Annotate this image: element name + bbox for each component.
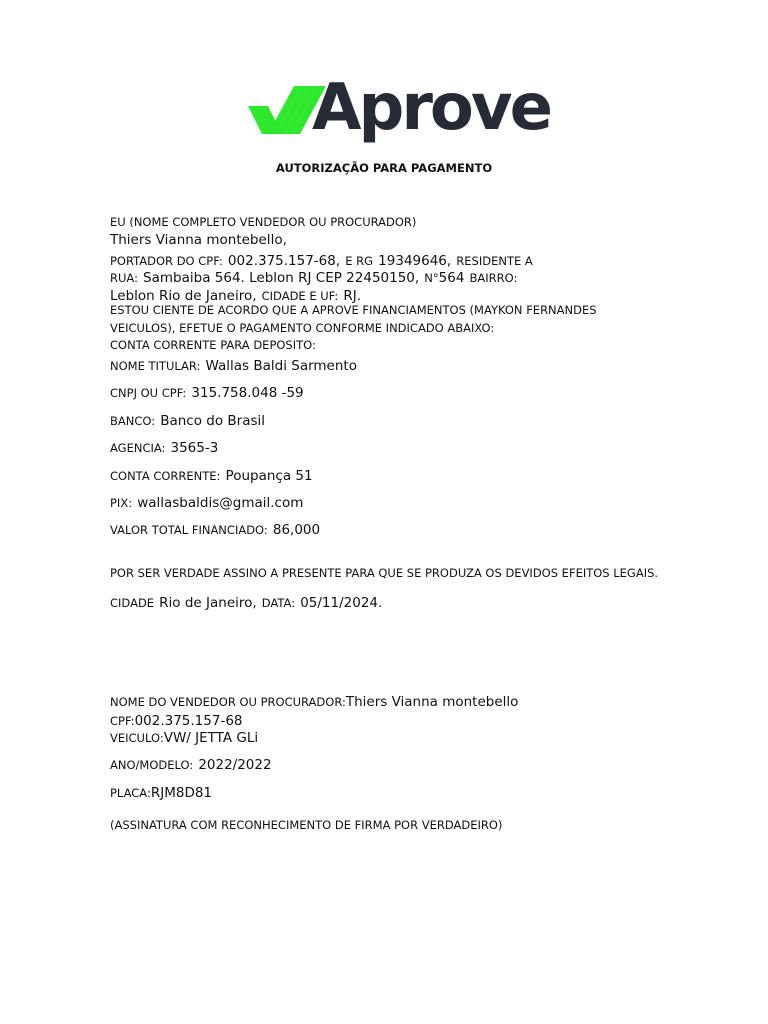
vehicle-label: VEICULO: [110, 731, 164, 745]
residence-label: RESIDENTE A [456, 254, 533, 268]
declarant-street-line [110, 267, 517, 286]
declarant-uf: RJ. [343, 288, 362, 304]
aprove-wordmark: Aprove [312, 71, 550, 145]
declarant-name-label: EU (NOME COMPLETO VENDEDOR OU PROCURADOR) [110, 215, 417, 229]
holder-label: NOME TITULAR: [110, 359, 201, 373]
pix-value: wallasbaldis@gmail.com [137, 495, 304, 511]
account-value: Poupança 51 [225, 468, 313, 484]
cnpj-cpf-label: CNPJ OU CPF: [110, 386, 187, 400]
seller-cpf-value: 002.375.157-68 [134, 713, 243, 729]
signature-note: (ASSINATURA COM RECONHECIMENTO DE FIRMA POR VERDADEIRO) [110, 818, 503, 832]
total-line [110, 519, 320, 538]
pix-label: PIX: [110, 496, 133, 510]
district-label: BAIRRO: [469, 271, 518, 285]
aprove-logo [248, 71, 550, 150]
rg-label: E RG [345, 254, 374, 268]
year-model-line [110, 754, 272, 773]
declarant-street: Sambaiba 564. Leblon RJ CEP 22450150, [143, 270, 420, 286]
place-date-line [110, 592, 382, 611]
declarant-rg: 19349646, [378, 253, 452, 269]
city-uf-label: CIDADE E UF: [261, 289, 339, 303]
bank-line [110, 410, 265, 429]
holder-line [110, 355, 357, 374]
cnpj-cpf-value: 315.758.048 -59 [191, 385, 304, 401]
city-label: CIDADE [110, 596, 155, 610]
cpf-label: PORTADOR DO CPF: [110, 254, 223, 268]
truth-statement: POR SER VERDADE ASSINO A PRESENTE PARA QUE SE PRODUZA OS DEVIDOS EFEITOS LEGAIS. [110, 566, 659, 580]
agency-label: AGENCIA: [110, 441, 166, 455]
plate-label: PLACA: [110, 786, 151, 800]
account-line [110, 465, 313, 484]
declarant-cpf: 002.375.157-68, [227, 253, 341, 269]
seller-cpf-label: CPF: [110, 714, 135, 728]
date-value: 05/11/2024. [300, 595, 383, 611]
document-title: AUTORIZAÇÃO PARA PAGAMENTO [275, 161, 493, 175]
holder-value: Wallas Baldi Sarmento [205, 358, 357, 374]
seller-name-value: Thiers Vianna montebello [345, 694, 519, 710]
declarant-number: 564 [438, 270, 465, 286]
date-label: DATA: [261, 596, 296, 610]
account-label: CONTA CORRENTE: [110, 469, 221, 483]
agency-value: 3565-3 [170, 440, 219, 456]
acknowledgement-line-1: ESTOU CIENTE DE ACORDO QUE A APROVE FINANCIAMENTOS (MAYKON FERNANDES [110, 303, 597, 317]
bank-label: BANCO: [110, 414, 156, 428]
number-label: N° [424, 271, 439, 285]
cnpj-cpf-line [110, 382, 304, 401]
vehicle-line [110, 727, 258, 746]
acknowledgement-line-2: VEICULOS), EFETUE O PAGAMENTO CONFORME INDICADO ABAIXO: [110, 321, 495, 335]
vehicle-value: VW/ JETTA GLi [163, 730, 259, 746]
plate-line [110, 782, 212, 801]
street-label: RUA: [110, 271, 138, 285]
bank-value: Banco do Brasil [160, 413, 266, 429]
declarant-district: Leblon Rio de Janeiro, [110, 288, 257, 304]
city-value: Rio de Janeiro, [159, 595, 257, 611]
deposit-heading: CONTA CORRENTE PARA DEPOSITO: [110, 338, 316, 352]
total-value: 86,000 [272, 522, 321, 538]
declarant-city-line [110, 285, 361, 304]
pix-line [110, 492, 303, 511]
year-model-label: ANO/MODELO: [110, 758, 194, 772]
declarant-name: Thiers Vianna montebello, [110, 232, 287, 248]
year-model-value: 2022/2022 [198, 757, 272, 773]
seller-name-line [110, 691, 518, 710]
plate-value: RJM8D81 [150, 785, 213, 801]
total-label: VALOR TOTAL FINANCIADO: [110, 523, 268, 537]
seller-name-label: NOME DO VENDEDOR OU PROCURADOR: [110, 695, 346, 709]
agency-line [110, 437, 218, 456]
